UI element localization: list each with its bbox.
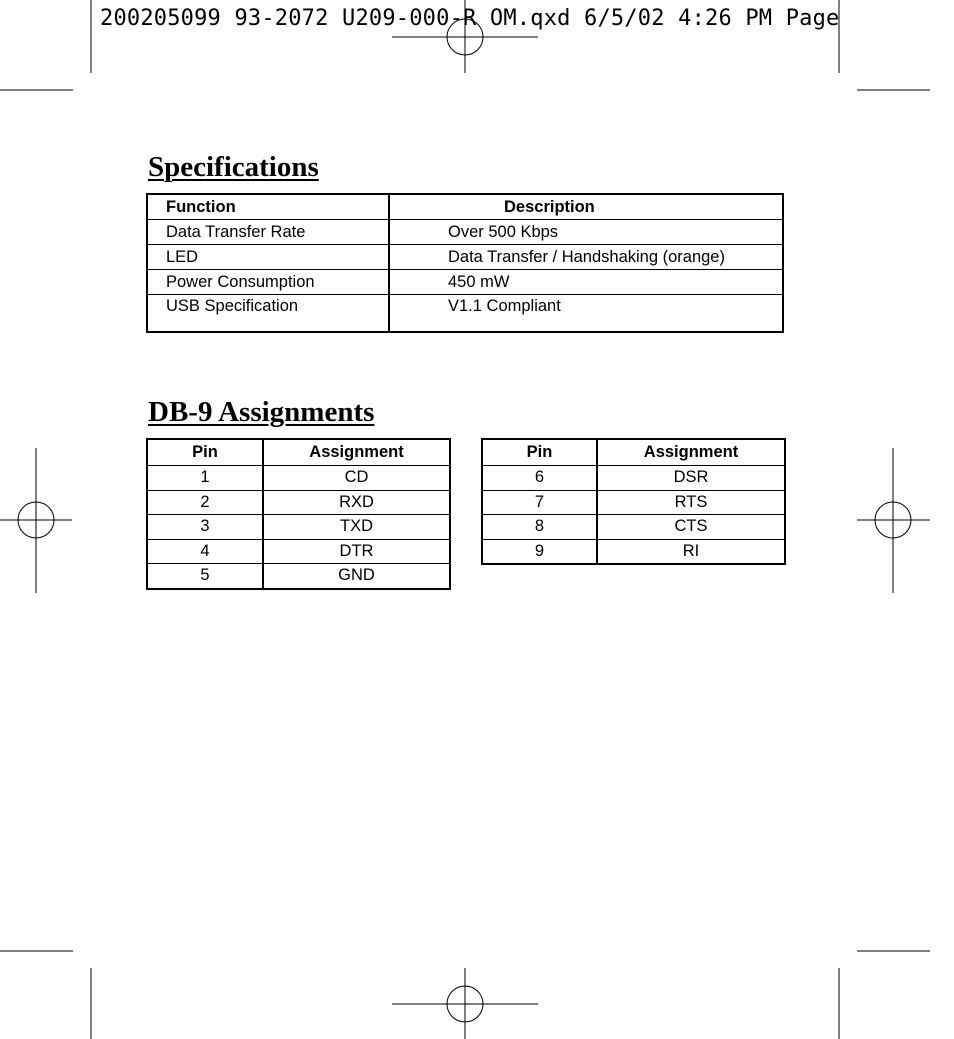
spec-function-cell: LED [147, 245, 389, 270]
table-row [147, 220, 783, 245]
registration-mark-bottom [392, 968, 538, 1039]
pin-assignment-cell: CD [263, 466, 450, 491]
pin-assignment-cell: RXD [263, 490, 450, 515]
header-assignment: Assignment [597, 439, 785, 466]
pin-assignment-cell: CTS [597, 515, 785, 540]
spec-description-cell: 450 mW [389, 270, 783, 295]
db9-pin-table-left [146, 438, 451, 590]
pin-number-cell: 6 [482, 466, 597, 491]
registration-mark-right [857, 448, 930, 593]
pin-number-cell: 7 [482, 490, 597, 515]
table-row [147, 490, 450, 515]
table-row [147, 564, 450, 589]
file-slug-line: 200205099 93-2072 U209-000-R OM.qxd 6/5/02 4:26 PM Page [100, 6, 840, 31]
pin-number-cell: 8 [482, 515, 597, 540]
header-pin: Pin [147, 439, 263, 466]
table-row [147, 539, 450, 564]
pin-assignment-cell: RTS [597, 490, 785, 515]
table-row [147, 466, 450, 491]
pin-number-cell: 4 [147, 539, 263, 564]
specifications-table [146, 193, 784, 333]
table-header-row [482, 439, 785, 466]
pin-assignment-cell: GND [338, 566, 375, 585]
specifications-heading: Specifications [148, 151, 319, 183]
table-row [482, 490, 785, 515]
registration-mark-left [0, 448, 72, 593]
spec-description-cell: V1.1 Compliant [448, 297, 561, 315]
spec-description-cell: Data Transfer / Handshaking (orange) [389, 245, 783, 270]
pin-assignment-cell: TXD [263, 515, 450, 540]
pin-number-cell: 9 [482, 539, 597, 564]
table-row [482, 515, 785, 540]
spec-function-cell: Power Consumption [147, 270, 389, 295]
pin-number-cell: 3 [147, 515, 263, 540]
table-row [482, 466, 785, 491]
pin-assignment-cell: RI [682, 541, 700, 560]
header-assignment: Assignment [263, 439, 450, 466]
pin-assignment-cell: DTR [263, 539, 450, 564]
pin-number-cell: 2 [147, 490, 263, 515]
table-row [147, 515, 450, 540]
spec-description-cell: Over 500 Kbps [389, 220, 783, 245]
table-row [147, 245, 783, 270]
table-header-row [147, 194, 783, 220]
db9-pin-table-right [481, 438, 786, 565]
db9-assignments-heading: DB-9 Assignments [148, 396, 375, 428]
table-row [147, 295, 783, 333]
table-header-row [147, 439, 450, 466]
header-description: Description [389, 194, 783, 220]
table-row [147, 270, 783, 295]
pin-assignment-cell: DSR [597, 466, 785, 491]
pin-number-cell: 1 [147, 466, 263, 491]
header-pin: Pin [482, 439, 597, 466]
header-function: Function [147, 194, 389, 220]
pin-number-cell: 5 [147, 564, 263, 589]
spec-function-cell: Data Transfer Rate [147, 220, 389, 245]
table-row [482, 539, 785, 564]
spec-function-cell: USB Specification [147, 295, 389, 333]
